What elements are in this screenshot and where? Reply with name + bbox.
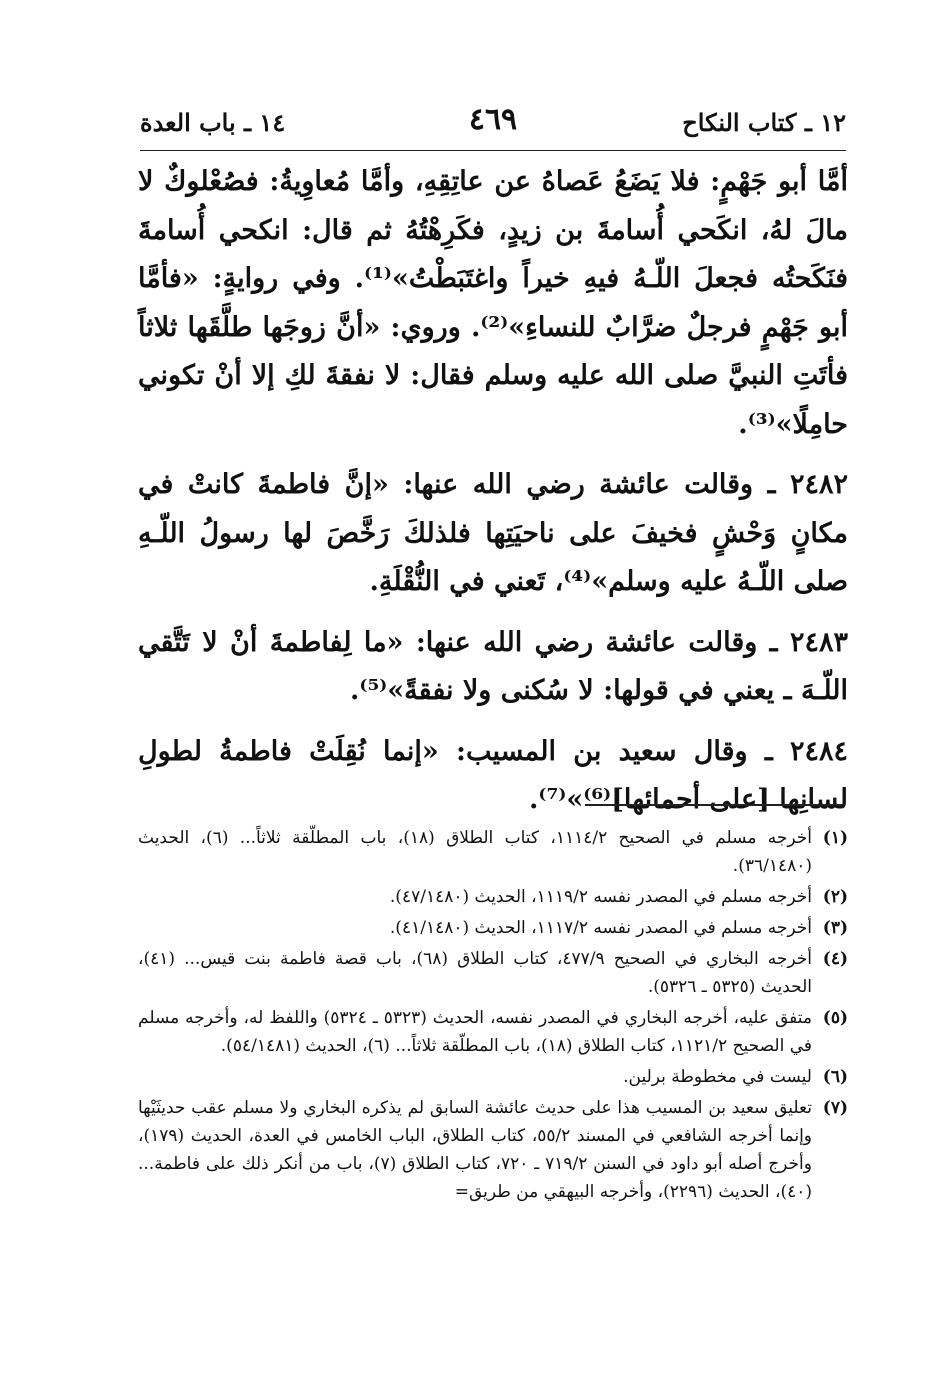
footnote-text: أخرجه مسلم في الصحيح ١١١٤/٢، كتاب الطلاق (١٨)، باب المطلّقة ثلاثاً... (٦)، الحديث (٣٦/١٤٨٠). <box>138 828 812 876</box>
footnote <box>138 1004 848 1060</box>
hadith-text: ـ وقالت عائشة رضي الله عنها: «ما لِفاطمةَ أنْ لا تَتَّقي اللّـهَ ـ يعني في قولها: لا سُكنى ولا نفقةً»⁽⁵⁾. <box>138 626 848 706</box>
section-title: ١٤ ـ باب العدة <box>140 108 286 137</box>
hadith-number: ٢٤٨٢ <box>789 469 848 500</box>
footnote-number: (٦) <box>822 1067 848 1087</box>
paragraph-continuation: أمَّا أبو جَهْمٍ: فلا يَضَعُ عَصاهُ عن عاتِقِهِ، وأمَّا مُعاوِيةُ: فصُعْلوكٌ لا مالَ لهُ، انكَحي أُسامةَ بن زيدٍ، فكَرِهْتُهُ ثم قال: انكحي أُسامةَ فنَكَحتُه فجعلَ اللّـهُ فيهِ خيراً واغتَبَطْتُ»⁽¹⁾. وفي روايةٍ: «فأمَّا أبو جَهْمٍ فرجلٌ ضرَّابٌ للنساءِ»⁽²⁾. وروي: «أنَّ زوجَها طلَّقَها ثلاثاً فأتَتِ النبيَّ صلى الله عليه وسلم فقال: لا نفقةَ لكِ إلا أنْ تكوني حامِلًا»⁽³⁾. <box>138 166 849 440</box>
hadith-number: ٢٤٨٣ <box>789 626 848 658</box>
hadith-text: ـ وقالت عائشة رضي الله عنها: «إنَّ فاطمةَ كانتْ في مكانٍ وَحْشٍ فخيفَ على ناحيَتِها فلذلكَ رَخَّصَ لها رسولُ اللّـهِ صلى اللّـهُ عليه وسلم»⁽⁴⁾، تَعني في النُّقْلَةِ. <box>138 469 848 597</box>
hadith-2482 <box>138 461 848 607</box>
hadith-text: ـ وقال سعيد بن المسيب: «إنما نُقِلَتْ فاطمةُ لطولِ لسانِها [على أحمائها]⁽⁶⁾»⁽⁷⁾. <box>138 735 848 815</box>
footnote <box>138 1063 848 1091</box>
footnote-text: أخرجه مسلم في المصدر نفسه ١١١٩/٢، الحديث (٤٧/١٤٨٠). <box>389 887 812 907</box>
footnote-text: أخرجه مسلم في المصدر نفسه ١١١٧/٢، الحديث (٤١/١٤٨٠). <box>389 918 812 938</box>
footnote-divider <box>585 804 845 806</box>
footnote-number: (٢) <box>822 887 848 907</box>
header-divider <box>140 150 846 151</box>
footnote <box>138 883 848 911</box>
page-number: ٤٦٩ <box>468 102 518 137</box>
hadith-number: ٢٤٨٤ <box>789 735 848 767</box>
footnote-number: (٤) <box>822 949 848 969</box>
footnotes <box>138 824 848 1209</box>
footnote <box>138 945 848 1001</box>
footnote-number: (١) <box>822 828 848 848</box>
footnote-text: تعليق سعيد بن المسيب هذا على حديث عائشة السابق لم يذكره البخاري ولا مسلم عقب حديثَيْها وإنما أخرجه الشافعي في المسند ٥٥/٢، كتاب الطلاق، الباب الخامس في العدة، الحديث (١٧٩)، وأخرج أصله أبو داود في السنن ٧١٩/٢ ـ ٧٢٠، كتاب الطلاق (٧)، باب من أنكر ذلك على فاطمة... (٤٠)، الحديث (٢٢٩٦)، وأخرجه البيهقي من طريق= <box>138 1098 812 1202</box>
footnote-number: (٧) <box>822 1098 848 1118</box>
main-text <box>138 158 848 825</box>
hadith-2483 <box>138 619 848 716</box>
footnote-text: أخرجه البخاري في الصحيح ٤٧٧/٩، كتاب الطلاق (٦٨)، باب قصة فاطمة بنت قيس... (٤١)، الحديث (٥٣٢٥ ـ ٥٣٢٦). <box>138 949 813 997</box>
footnote-text: متفق عليه، أخرجه البخاري في المصدر نفسه، الحديث (٥٣٢٣ ـ ٥٣٢٤) واللفظ له، وأخرجه مسلم في الصحيح ١١٢١/٢، كتاب الطلاق (١٨)، باب المطلّقة ثلاثاً... (٦)، الحديث (٥٤/١٤٨١). <box>138 1008 812 1056</box>
footnote-number: (٥) <box>822 1008 848 1028</box>
footnote <box>138 914 848 942</box>
footnote-number: (٣) <box>822 918 848 938</box>
chapter-title: ١٢ ـ كتاب النكاح <box>682 108 846 137</box>
hadith-2484 <box>138 728 848 825</box>
footnote <box>138 824 848 880</box>
footnote-text: ليست في مخطوطة برلين. <box>623 1067 812 1087</box>
page-header <box>140 102 846 148</box>
footnote <box>138 1094 848 1206</box>
